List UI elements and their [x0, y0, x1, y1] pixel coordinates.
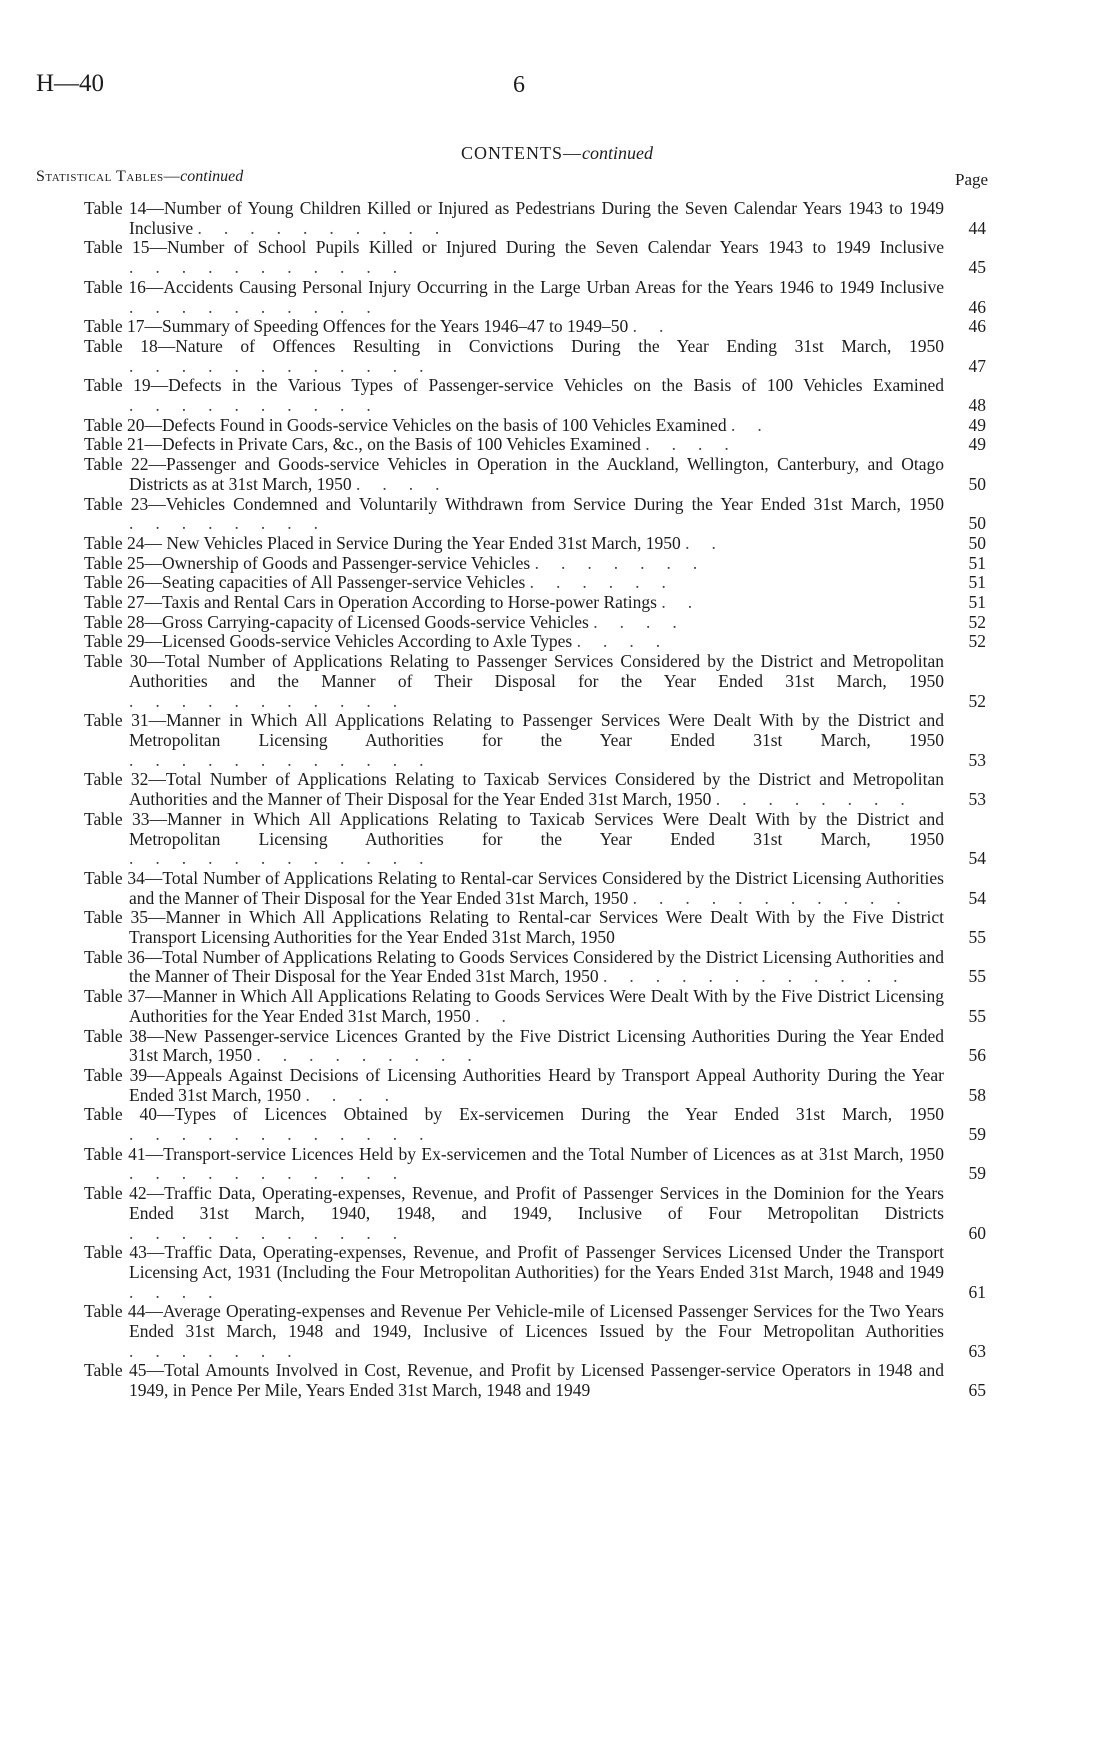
toc-entry-title: Table 38—New Passenger-service Licences Granted by the Five District Licensing Authorities During the Year Ended 31st March, 1950 — [84, 1025, 944, 1066]
toc-entry — [84, 632, 986, 652]
toc-entry-leader: .... — [129, 1281, 235, 1302]
toc-entry-leader: ....... — [129, 1340, 314, 1361]
toc-entry-title: Table 17—Summary of Speeding Offences for the Years 1946–47 to 1949–50 — [84, 316, 629, 337]
page-column-label: Page — [955, 170, 989, 189]
toc-entry-leader: ............ — [129, 355, 446, 376]
toc-entry — [84, 770, 986, 809]
toc-entry-title: Table 45—Total Amounts Involved in Cost, Revenue, and Profit by Licensed Passenger-service Operators in 1948 and 1949, in Pence Per Mile, Years Ended 31st March, 1948 and 1949 — [84, 1360, 944, 1401]
toc-entry-page: 48 — [968, 395, 986, 416]
table-of-contents — [84, 199, 986, 1401]
toc-entry — [84, 534, 986, 554]
toc-entry-title: Table 23—Vehicles Condemned and Voluntarily Withdrawn from Service During the Year Ended 31st March, 1950 — [84, 493, 944, 514]
toc-entry-page: 60 — [968, 1222, 986, 1243]
toc-entry-title: Table 29—Licensed Goods-service Vehicles According to Axle Types — [84, 631, 573, 652]
toc-entry-leader: ...... — [529, 572, 688, 593]
toc-entry-title: Table 14—Number of Young Children Killed or Injured as Pedestrians During the Seven Calendar Years 1943 to 1949 Inclusive — [84, 198, 944, 238]
section-title-italic: continued — [180, 168, 244, 185]
toc-entry-title: Table 35—Manner in Which All Applications Relating to Rental-car Services Were Dealt With by the Five District Transport Licensing Authorities for the Year Ended 31st March, 1950 — [84, 907, 944, 948]
toc-entry-title: Table 21—Defects in Private Cars, &c., on the Basis of 100 Vehicles Examined — [84, 434, 641, 455]
toc-entry-title: Table 24— New Vehicles Placed in Service During the Year Ended 31st March, 1950 — [84, 532, 681, 553]
toc-entry-leader: ......... — [256, 1045, 494, 1066]
toc-entry-leader: .......... — [129, 395, 393, 416]
toc-entry-leader: .... — [593, 611, 699, 632]
toc-entry-title: Table 40—Types of Licences Obtained by Ex-servicemen During the Year Ended 31st March, 1950 — [84, 1104, 944, 1125]
toc-entry — [84, 711, 986, 770]
toc-entry-page: 44 — [968, 217, 986, 238]
toc-entry-leader: .. — [661, 592, 715, 613]
toc-entry — [84, 908, 986, 947]
toc-entry-title: Table 37—Manner in Which All Applications Relating to Goods Services Were Dealt With by the Five District Licensing Authorities for the Year Ended 31st March, 1950 — [84, 986, 944, 1026]
toc-entry — [84, 593, 986, 613]
toc-entry — [84, 238, 986, 277]
toc-entry-leader: ........... — [632, 887, 923, 908]
toc-entry-title: Table 26—Seating capacities of All Passenger-service Vehicles — [84, 572, 526, 593]
contents-heading-italic: continued — [582, 143, 653, 163]
toc-entry — [84, 1027, 986, 1066]
toc-entry-page: 46 — [968, 316, 986, 337]
toc-entry-page: 54 — [968, 848, 986, 869]
toc-entry-leader: ........... — [129, 1163, 420, 1184]
toc-entry-page: 50 — [968, 473, 986, 494]
toc-entry — [84, 987, 986, 1026]
toc-entry-leader: .. — [730, 414, 784, 435]
toc-entry-page: 51 — [968, 592, 986, 613]
toc-entry — [84, 554, 986, 574]
toc-entry-title: Table 18—Nature of Offences Resulting in Convictions During the Year Ending 31st March, 1950 — [84, 335, 944, 356]
section-title — [36, 168, 243, 186]
toc-entry — [84, 337, 986, 376]
toc-entry-leader: .. — [632, 316, 686, 337]
toc-entry-page: 53 — [968, 749, 986, 770]
toc-entry-page: 59 — [968, 1163, 986, 1184]
toc-entry-page: 52 — [968, 631, 986, 652]
toc-entry-page: 49 — [968, 434, 986, 455]
toc-entry-title: Table 20—Defects Found in Goods-service Vehicles on the basis of 100 Vehicles Examined — [84, 414, 727, 435]
toc-entry-leader: .... — [355, 473, 462, 494]
toc-entry — [84, 1066, 986, 1105]
toc-entry-page: 46 — [968, 296, 986, 317]
toc-entry — [84, 495, 986, 534]
toc-entry-page: 55 — [968, 1005, 986, 1026]
toc-entry — [84, 948, 986, 987]
toc-entry — [84, 573, 986, 593]
toc-entry-page: 53 — [968, 789, 986, 810]
toc-entry-title: Table 19—Defects in the Various Types of Passenger-service Vehicles on the Basis of 100 Vehicles Examined — [84, 375, 944, 396]
toc-entry-title: Table 30—Total Number of Applications Relating to Passenger Services Considered by the District and Metropolitan Authorities and the Manner of Their Disposal for the Year Ended 31st March, 1950 — [84, 651, 944, 691]
toc-entry-title: Table 16—Accidents Causing Personal Injury Occurring in the Large Urban Areas for the Years 1946 to 1949 Inclusive — [84, 276, 944, 297]
toc-entry-leader: .. — [685, 532, 738, 553]
toc-entry-page: 47 — [968, 355, 986, 376]
toc-entry — [84, 455, 986, 494]
toc-entry — [84, 278, 986, 317]
toc-entry-leader: .... — [576, 631, 683, 652]
toc-entry-title: Table 42—Traffic Data, Operating-expenses, Revenue, and Profit of Passenger Services in the Dominion for the Years Ended 31st March, 1940, 1948, and 1949, Inclusive of Four Metropolitan Districts — [84, 1183, 944, 1223]
toc-entry-page: 56 — [968, 1045, 986, 1066]
toc-entry-page: 65 — [968, 1380, 986, 1401]
toc-entry-page: 52 — [968, 690, 986, 711]
toc-entry-page: 59 — [968, 1124, 986, 1145]
toc-entry-title: Table 32—Total Number of Applications Relating to Taxicab Services Considered by the District and Metropolitan Authorities and the Manner of Their Disposal for the Year Ended 31st March, 1950 — [84, 769, 944, 810]
toc-entry-leader: ............ — [129, 848, 446, 869]
toc-entry-title: Table 28—Gross Carrying-capacity of Licensed Goods-service Vehicles — [84, 611, 589, 632]
toc-entry-leader: ........ — [715, 789, 927, 810]
toc-entry-title: Table 33—Manner in Which All Applications Relating to Taxicab Services Were Dealt With by the District and Metropolitan Licensing Authorities for the Year Ended 31st March, 1950 — [84, 808, 944, 849]
toc-entry-title: Table 36—Total Number of Applications Relating to Goods Services Considered by the District Licensing Authorities and the Manner of Their Disposal for the Year Ended 31st March, 1950 — [84, 946, 944, 987]
toc-entry-title: Table 25—Ownership of Goods and Passenger-service Vehicles — [84, 552, 531, 573]
toc-entry — [84, 1361, 986, 1400]
toc-entry — [84, 1243, 986, 1302]
toc-entry-leader: .......... — [197, 217, 462, 238]
toc-entry-page: 52 — [968, 611, 986, 632]
toc-entry-page: 51 — [968, 552, 986, 573]
toc-entry — [84, 376, 986, 415]
toc-entry-page: 50 — [968, 532, 986, 553]
toc-entry-leader: ............ — [129, 1124, 446, 1145]
toc-entry-leader: ........... — [129, 1222, 420, 1243]
toc-entry-page: 55 — [968, 927, 986, 948]
toc-entry — [84, 1302, 986, 1361]
toc-entry-page: 58 — [968, 1084, 986, 1105]
section-title-main: Statistical Tables— — [36, 168, 181, 185]
toc-entry — [84, 810, 986, 869]
toc-entry-title: Table 39—Appeals Against Decisions of Licensing Authorities Heard by Transport Appeal Authority During the Year Ended 31st March, 1950 — [84, 1064, 944, 1105]
toc-entry-leader: .. — [475, 1005, 528, 1026]
toc-entry-page: 61 — [968, 1281, 986, 1302]
toc-entry-leader: ........ — [129, 513, 340, 534]
toc-entry-leader: .......... — [129, 296, 393, 317]
toc-entry — [84, 199, 986, 238]
toc-entry-leader: ............ — [603, 966, 920, 987]
toc-entry — [84, 317, 986, 337]
toc-entry-page: 50 — [968, 513, 986, 534]
contents-heading-main: CONTENTS— — [461, 143, 582, 163]
toc-entry-title: Table 43—Traffic Data, Operating-expenses, Revenue, and Profit of Passenger Services Licensed Under the Transport Licensing Act, 1931 (Including the Four Metropolitan Authorities) for the Years Ended 31st March, 1948 and 1949 — [84, 1242, 944, 1282]
toc-entry-leader: ............ — [129, 749, 446, 770]
page-number: 6 — [513, 72, 525, 98]
toc-entry-page: 51 — [968, 572, 986, 593]
toc-entry-title: Table 27—Taxis and Rental Cars in Operation According to Horse-power Ratings — [84, 592, 657, 613]
toc-entry-title: Table 34—Total Number of Applications Relating to Rental-car Services Considered by the District Licensing Authorities and the Manner of Their Disposal for the Year Ended 31st March, 1950 — [84, 867, 944, 908]
toc-entry-leader: .... — [645, 434, 751, 455]
toc-entry-leader: ....... — [534, 552, 720, 573]
contents-heading — [0, 143, 1114, 164]
toc-entry-title: Table 22—Passenger and Goods-service Vehicles in Operation in the Auckland, Wellington, Canterbury, and Otago Districts as at 31st March, 1950 — [84, 454, 944, 494]
toc-entry-leader: .... — [305, 1084, 411, 1105]
toc-entry — [84, 416, 986, 436]
toc-entry-title: Table 41—Transport-service Licences Held by Ex-servicemen and the Total Number of Licences as at 31st March, 1950 — [84, 1143, 944, 1164]
toc-entry-page: 54 — [968, 887, 986, 908]
toc-entry-page: 63 — [968, 1340, 986, 1361]
toc-entry-title: Table 44—Average Operating-expenses and Revenue Per Vehicle-mile of Licensed Passenger Services for the Two Years Ended 31st March, 1948 and 1949, Inclusive of Licences Issued by the Four Metropolitan Authorities — [84, 1301, 944, 1342]
page-id: H—40 — [36, 70, 105, 97]
toc-entry — [84, 435, 986, 455]
toc-entry-title: Table 15—Number of School Pupils Killed or Injured During the Seven Calendar Years 1943 to 1949 Inclusive — [84, 237, 944, 258]
toc-entry-leader: ........... — [129, 257, 420, 278]
toc-entry-leader: ........... — [129, 690, 420, 711]
toc-entry — [84, 613, 986, 633]
toc-entry — [84, 869, 986, 908]
toc-entry-page: 49 — [968, 414, 986, 435]
toc-entry — [84, 1145, 986, 1184]
toc-entry — [84, 652, 986, 711]
toc-entry-page: 55 — [968, 966, 986, 987]
toc-entry — [84, 1184, 986, 1243]
toc-entry-title: Table 31—Manner in Which All Applications Relating to Passenger Services Were Dealt With by the District and Metropolitan Licensing Authorities for the Year Ended 31st March, 1950 — [84, 710, 944, 750]
toc-entry — [84, 1105, 986, 1144]
toc-entry-page: 45 — [968, 257, 986, 278]
